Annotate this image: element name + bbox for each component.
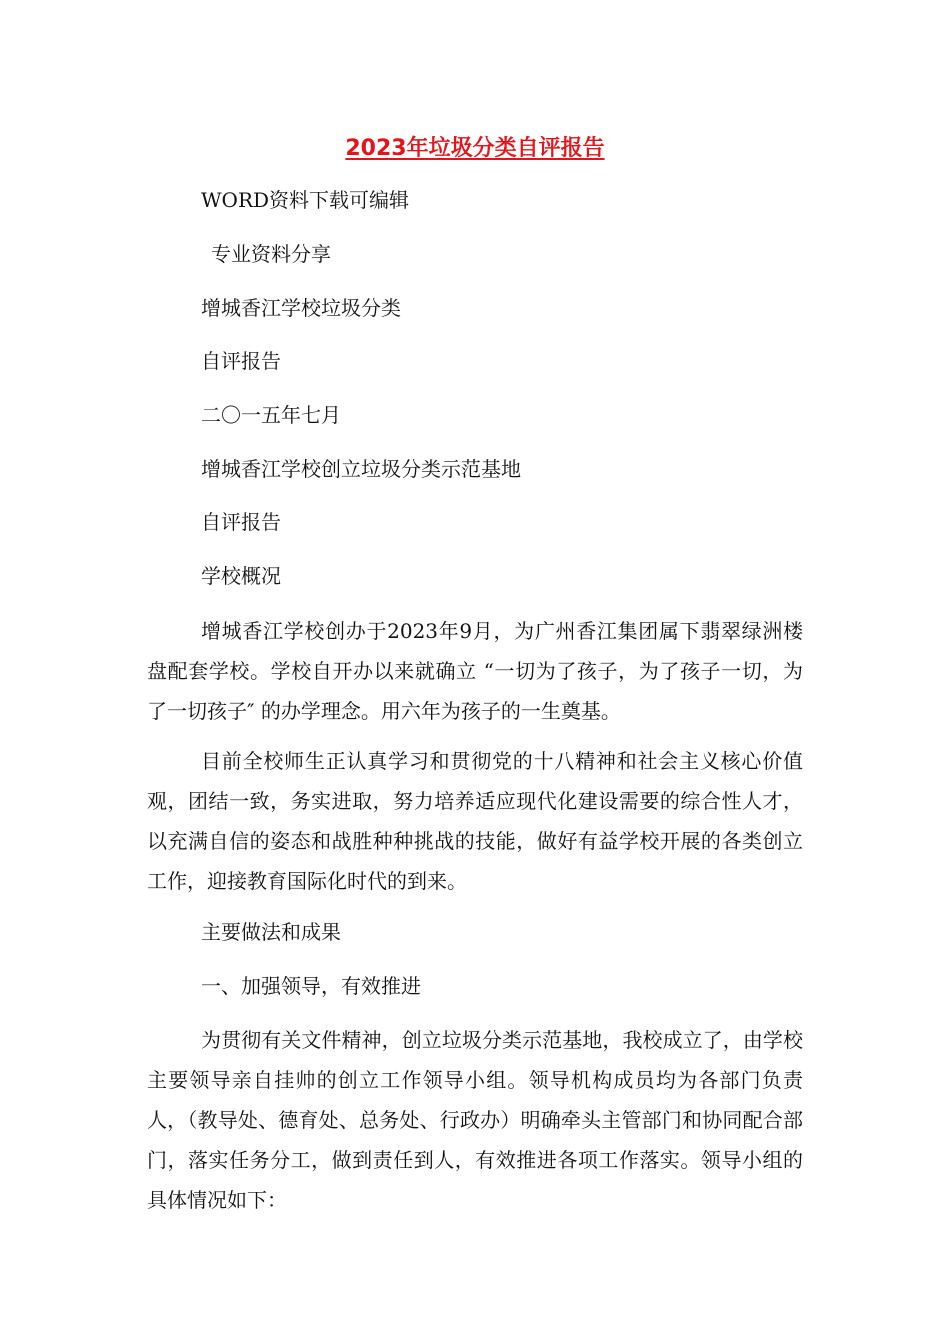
- section-heading-overview: 学校概况: [201, 564, 281, 588]
- cover-line-report: 自评报告: [201, 349, 281, 373]
- subsection-heading-leadership: 一、加强领导，有效推进: [201, 974, 421, 998]
- body-heading-school: 增城香江学校创立垃圾分类示范基地: [201, 457, 521, 481]
- body-heading-report: 自评报告: [201, 510, 281, 534]
- cover-line-school: 增城香江学校垃圾分类: [201, 296, 401, 320]
- section-heading-practices: 主要做法和成果: [201, 920, 341, 944]
- document-title: 2023年垃圾分类自评报告: [345, 136, 605, 161]
- header-line-word: WORD资料下载可编辑: [201, 188, 410, 212]
- paragraph-leadership: 为贯彻有关文件精神，创立垃圾分类示范基地，我校成立了，由学校主要领导亲自挂帅的创立工作领导小组。领导机构成员均为各部门负责人，（教导处、德育处、总务处、行政办）明确牵头主管部门和协同配合部门，落实任务分工，做到责任到人，有效推进各项工作落实。领导小组的具体情况如下：: [147, 1028, 803, 1212]
- header-line-share: 专业资料分享: [211, 242, 331, 266]
- cover-line-date: 二〇一五年七月: [201, 403, 341, 427]
- paragraph-overview: 增城香江学校创办于2023年9月，为广州香江集团属下翡翠绿洲楼盘配套学校。学校自开办以来就确立 “一切为了孩子，为了孩子一切，为了一切孩子″ 的办学理念。用六年为孩子的一生奠基。: [147, 619, 803, 723]
- paragraph-current: 目前全校师生正认真学习和贯彻党的十八精神和社会主义核心价值观，团结一致，务实进取，努力培养适应现代化建设需要的综合性人才，以充满自信的姿态和战胜种种挑战的技能，做好有益学校开展的各类创立工作，迎接教育国际化时代的到来。: [147, 749, 803, 893]
